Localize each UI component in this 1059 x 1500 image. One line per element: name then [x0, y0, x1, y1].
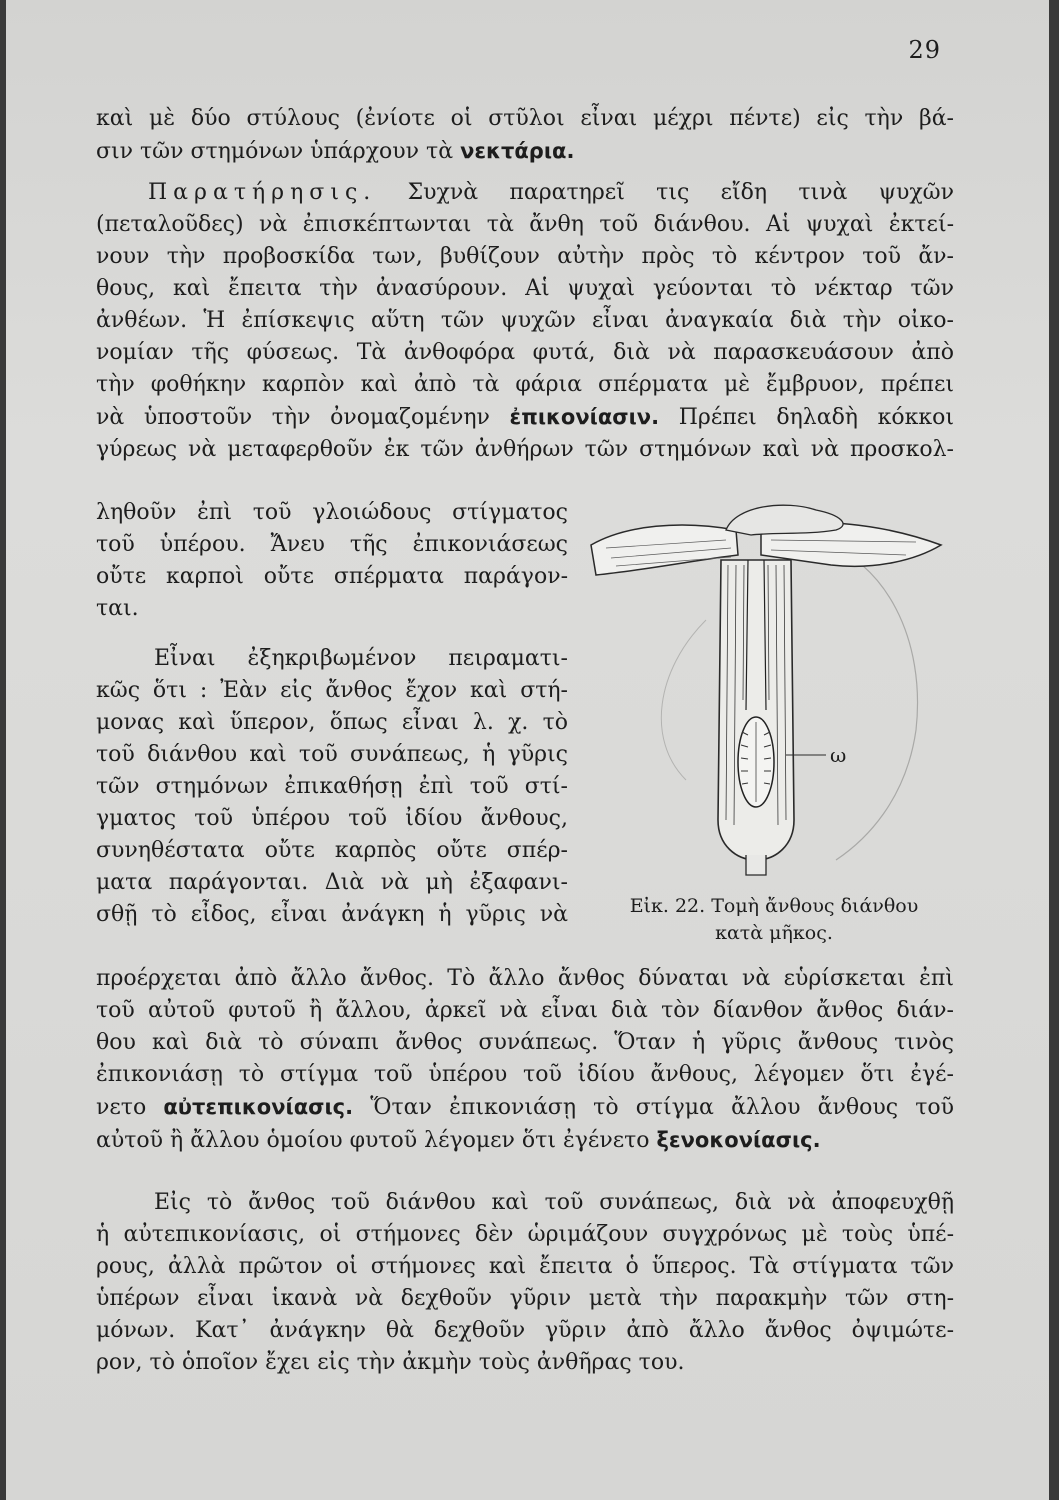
text-line: ἀνθέων. Ἡ ἐπίσκεψις αὕτη τῶν ψυχῶν εἶναι ἀναγκαία διὰ τὴν οἰκο-	[96, 308, 954, 333]
text-line: ται.	[96, 596, 139, 621]
text-line: ματα παράγονται. Διὰ νὰ μὴ ἐξαφανι-	[96, 870, 568, 895]
term-xenokoniasis: ξενοκονίασις.	[656, 1128, 821, 1152]
text-span: Πρέπει δηλαδὴ κόκκοι	[678, 405, 954, 430]
page-number: 29	[908, 36, 941, 64]
left-petal	[591, 525, 738, 575]
text-span: αὐτοῦ ἢ ἄλλου ὁμοίου φυτοῦ λέγομεν ὅτι ἐγένετο	[96, 1128, 650, 1153]
text-line	[96, 1091, 954, 1124]
flower-section-figure	[586, 500, 958, 890]
text-line: ληθοῦν ἐπὶ τοῦ γλοιώδους στίγματος	[96, 500, 568, 525]
text-span: Συχνὰ παρατηρεῖ τις εἴδη τινὰ ψυχῶν	[407, 180, 954, 205]
text-span: νετο	[96, 1095, 147, 1120]
text-line	[96, 135, 954, 168]
text-line: (πεταλοῦδες) νὰ ἐπισκέπτωνται τὰ ἄνθη τοῦ διάνθου. Αἱ ψυχαὶ ἐκτεί-	[96, 212, 954, 237]
pencil-sketch-line	[661, 620, 706, 780]
text-span: σιν τῶν στημόνων ὑπάρχουν τὰ	[96, 139, 454, 164]
paragraph-observation-cont	[96, 497, 568, 625]
text-line: μονας καὶ ὕπερον, ὅπως εἶναι λ. χ. τὸ	[96, 710, 568, 735]
caption-line: κατὰ μῆκος.	[715, 922, 833, 944]
paragraph-1	[96, 103, 954, 168]
text-line: θου καὶ διὰ τὸ σύναπι ἄνθος συνάπεως. Ὅταν ἡ γῦρις ἄνθους τινὸς	[96, 1030, 954, 1055]
text-line: τῶν στημόνων ἐπικαθήσῃ ἐπὶ τοῦ στί-	[96, 774, 568, 799]
pencil-sketch-line	[816, 540, 918, 860]
text-line: νουν τὴν προβοσκίδα των, βυθίζουν αὐτὴν πρὸς τὸ κέντρον τοῦ ἄν-	[96, 244, 954, 269]
text-line: γματος τοῦ ὑπέρου τοῦ ἰδίου ἄνθους,	[96, 806, 568, 831]
term-epikoniasis: ἐπικονίασιν.	[509, 405, 660, 429]
text-line: μόνων. Κατ᾽ ἀνάγκην θὰ δεχθοῦν γῦριν ἀπὸ ἄλλο ἄνθος ὀψιμώτε-	[96, 1318, 954, 1343]
paragraph-observation	[96, 177, 954, 466]
text-line: τοῦ διάνθου καὶ τοῦ συνάπεως, ἡ γῦρις	[96, 742, 568, 767]
text-line: κῶς ὅτι : Ἐὰν εἰς ἄνθος ἔχον καὶ στή-	[96, 678, 568, 703]
paragraph-3	[96, 643, 568, 931]
text-line: θους, καὶ ἔπειτα τὴν ἀνασύρουν. Αἱ ψυχαὶ γεύονται τὸ νέκταρ τῶν	[96, 276, 954, 301]
text-line: Εἶναι ἐξηκριβωμένον πειραματι-	[154, 646, 568, 671]
text-line	[96, 177, 954, 209]
paragraph-4	[96, 1187, 954, 1379]
text-line: τὴν φοθήκην καρπὸν καὶ ἀπὸ τὰ φάρια σπέρματα μὲ ἔμβρυον, πρέπει	[96, 372, 954, 397]
paragraph-3-cont	[96, 963, 954, 1157]
text-line: σθῇ τὸ εἶδος, εἶναι ἀνάγκη ἡ γῦρις νὰ	[96, 902, 568, 927]
text-line: Εἰς τὸ ἄνθος τοῦ διάνθου καὶ τοῦ συνάπεως, διὰ νὰ ἀποφευχθῇ	[154, 1190, 954, 1215]
text-line: συνηθέστατα οὔτε καρπὸς οὔτε σπέρ-	[96, 838, 568, 863]
text-line	[96, 1124, 954, 1157]
term-nektaria: νεκτάρια.	[460, 139, 575, 163]
term-autepikoniasis: αὐτεπικονίασις.	[163, 1095, 354, 1119]
text-line: ρους, ἀλλὰ πρῶτον οἱ στήμονες καὶ ἔπειτα ὁ ὕπερος. Τὰ στίγματα τῶν	[96, 1254, 954, 1279]
caption-line: Εἰκ. 22. Τομὴ ἄνθους διάνθου	[629, 895, 919, 917]
text-line: γύρεως νὰ μεταφερθοῦν ἐκ τῶν ἀνθήρων τῶν στημόνων καὶ νὰ προσκολ-	[96, 437, 954, 462]
text-line: τοῦ αὐτοῦ φυτοῦ ἢ ἄλλου, ἀρκεῖ νὰ εἶναι διὰ τὸν δίανθον ἄνθος διάν-	[96, 998, 954, 1023]
text-line: ἐπικονιάσῃ τὸ στίγμα τοῦ ὑπέρου τοῦ ἰδίου ἄνθους, λέγομεν ὅτι ἐγέ-	[96, 1062, 954, 1087]
text-span: νὰ ὑποστοῦν τὴν ὀνομαζομένην	[96, 405, 490, 430]
figure-caption	[604, 893, 944, 947]
flower-section-illustration	[586, 500, 958, 890]
text-span: Ὅταν ἐπικονιάσῃ τὸ στίγμα ἄλλου ἄνθους τοῦ	[370, 1095, 955, 1120]
text-line	[96, 401, 954, 434]
figure-label: ω	[830, 743, 847, 767]
text-line: τοῦ ὑπέρου. Ἄνευ τῆς ἐπικονιάσεως	[96, 532, 568, 557]
flower-stalk	[746, 855, 766, 875]
calyx-tube	[718, 560, 794, 860]
heading-observation: Παρατήρησις.	[148, 180, 377, 205]
top-petal	[726, 505, 843, 535]
text-line: ρον, τὸ ὁποῖον ἔχει εἰς τὴν ἀκμὴν τοὺς ἀνθῆρας του.	[96, 1350, 685, 1375]
text-line: οὔτε καρποὶ οὔτε σπέρματα παράγον-	[96, 564, 568, 589]
text-line: καὶ μὲ δύο στύλους (ἐνίοτε οἱ στῦλοι εἶναι μέχρι πέντε) εἰς τὴν βά-	[96, 106, 954, 131]
text-line: ὑπέρων εἶναι ἱκανὰ νὰ δεχθοῦν γῦριν μετὰ τὴν παρακμὴν τῶν στη-	[96, 1286, 954, 1311]
text-line: νομίαν τῆς φύσεως. Τὰ ἀνθοφόρα φυτά, διὰ νὰ παρασκευάσουν ἀπὸ	[96, 340, 954, 365]
text-line: προέρχεται ἀπὸ ἄλλο ἄνθος. Τὸ ἄλλο ἄνθος δύναται νὰ εὑρίσκεται ἐπὶ	[96, 966, 954, 991]
text-line: ἡ αὐτεπικονίασις, οἱ στήμονες δὲν ὡριμάζουν συγχρόνως μὲ τοὺς ὑπέ-	[96, 1222, 954, 1247]
